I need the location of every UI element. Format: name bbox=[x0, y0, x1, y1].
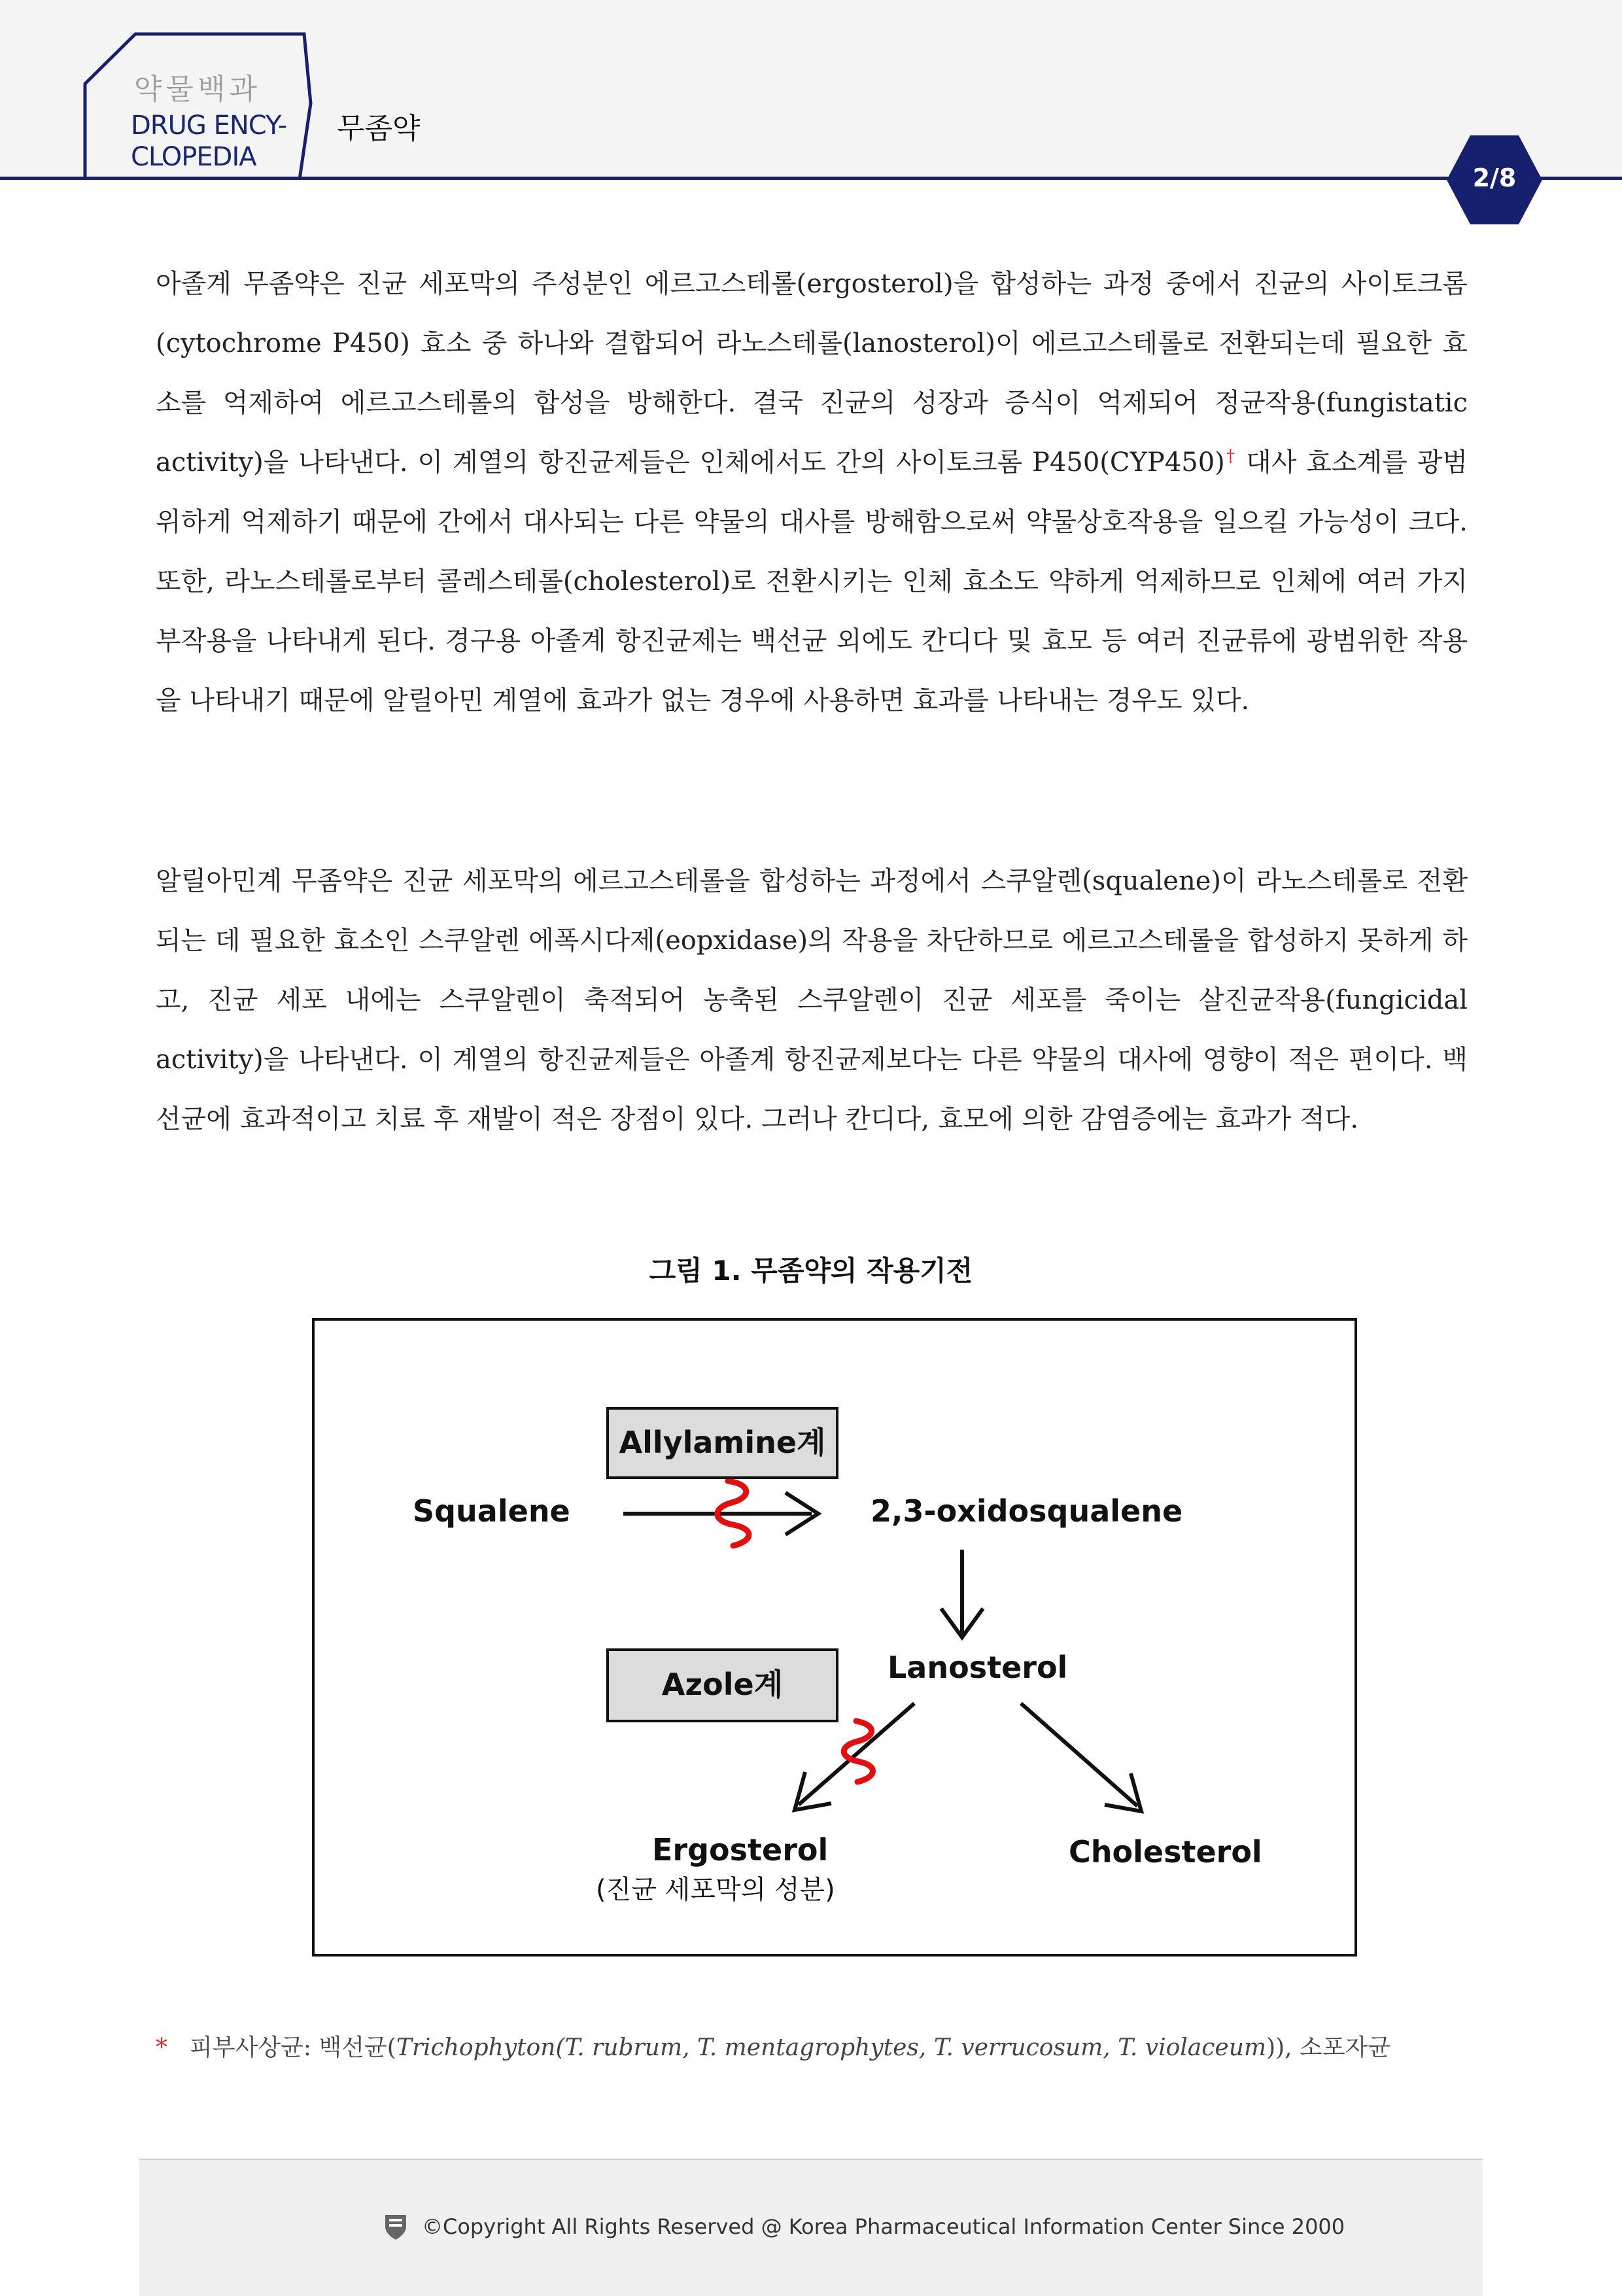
logo-korean: 약물백과 bbox=[134, 73, 262, 106]
copyright-text: ©Copyright All Rights Reserved @ Korea Pharmaceutical Information Center Since 2000 bbox=[422, 2214, 1345, 2239]
figure-caption: 그림 1. 무좀약의 작용기전 bbox=[649, 1255, 973, 1287]
label-ergosterol: Ergosterol bbox=[652, 1832, 829, 1868]
kpic-emblem-icon bbox=[383, 2212, 409, 2241]
label-ergosterol-note: (진균 세포막의 성분) bbox=[596, 1875, 835, 1905]
label-cholesterol: Cholesterol bbox=[1069, 1834, 1262, 1870]
azole-class-box: Azole계 bbox=[606, 1648, 838, 1722]
label-lanosterol: Lanosterol bbox=[888, 1650, 1068, 1685]
paragraph-azole bbox=[156, 254, 1468, 731]
logo-english bbox=[131, 110, 286, 173]
paragraph-allylamine: 알릴아민계 무좀약은 진균 세포막의 에르고스테롤을 합성하는 과정에서 스쿠알렌(squalene)이 라노스테롤로 전환되는 데 필요한 효소인 스쿠알렌 에폭시다제(eopxidase)의 작용을 차단하므로 에르고스테롤을 합성하지 못하게 하고, 진균 세포 내에는 스쿠알렌이 축적되어 농축된 스쿠알렌이 진균 세포를 죽이는 살진균작용(fungicidal activity)을 나타낸다. 이 계열의 항진균제들은 아졸계 항진균제보다는 다른 약물의 대사에 영향이 적은 편이다. 백선균에 효과적이고 치료 후 재발이 적은 장점이 있다. 그러나 칸디다, 효모에 의한 감염증에는 효과가 적다. bbox=[156, 866, 1468, 1134]
label-oxidosqualene: 2,3-oxidosqualene bbox=[871, 1493, 1183, 1529]
footnote-genus: Trichophyton bbox=[396, 2034, 556, 2061]
logo-english-line2: CLOPEDIA bbox=[131, 142, 256, 172]
page-number: 2/8 bbox=[1472, 164, 1517, 192]
paragraph-azole-text-b: 대사 효소계를 광범위하게 억제하기 때문에 간에서 대사되는 다른 약물의 대사를 방해함으로써 약물상호작용을 일으킬 가능성이 크다. 또한, 라노스테롤로부터 콜레스테롤(cholesterol)로 전환시키는 인체 효소도 약하게 억제하므로 인체에 여러 가지 부작용을 나타내게 된다. 경구용 아졸계 항진균제는 백선균 외에도 칸디다 및 효모 등 여러 진균류에 광범위한 작용을 나타내기 때문에 알릴아민 계열에 효과가 없는 경우에 사용하면 효과를 나타내는 경우도 있다. bbox=[156, 447, 1468, 716]
footnote-lead: 피부사상균: 백선균( bbox=[190, 2034, 396, 2061]
arrow-lanosterol-to-cholesterol bbox=[1021, 1703, 1137, 1806]
footnote-species: (T. rubrum, T. mentagrophytes, T. verrucosum, T. violaceum bbox=[555, 2034, 1267, 2061]
footnote bbox=[156, 2029, 1468, 2062]
allylamine-class-box: Allylamine계 bbox=[606, 1407, 838, 1479]
footnote-star: * bbox=[156, 2034, 167, 2061]
logo-english-line1: DRUG ENCY- bbox=[131, 111, 287, 141]
dagger-footnote-mark: † bbox=[1224, 446, 1237, 466]
document-title: 무좀약 bbox=[337, 112, 421, 145]
mechanism-diagram bbox=[312, 1318, 1357, 1957]
paragraph-azole-text-a: 아졸계 무좀약은 진균 세포막의 주성분인 에르고스테롤(ergosterol)을 합성하는 과정 중에서 진균의 사이토크롬(cytochrome P450) 효소 중 하나와 결합되어 라노스테롤(lanosterol)이 에르고스테롤로 전환되는데 필요한 효소를 억제하여 에르고스테롤의 합성을 방해한다. 결국 진균의 성장과 증식이 억제되어 정균작용(fungistatic activity)을 나타낸다. 이 계열의 항진균제들은 인체에서도 간의 사이토크롬 P450(CYP450) bbox=[156, 269, 1468, 478]
footnote-tail: )), 소포자균 bbox=[1266, 2034, 1391, 2061]
label-squalene: Squalene bbox=[413, 1493, 570, 1529]
